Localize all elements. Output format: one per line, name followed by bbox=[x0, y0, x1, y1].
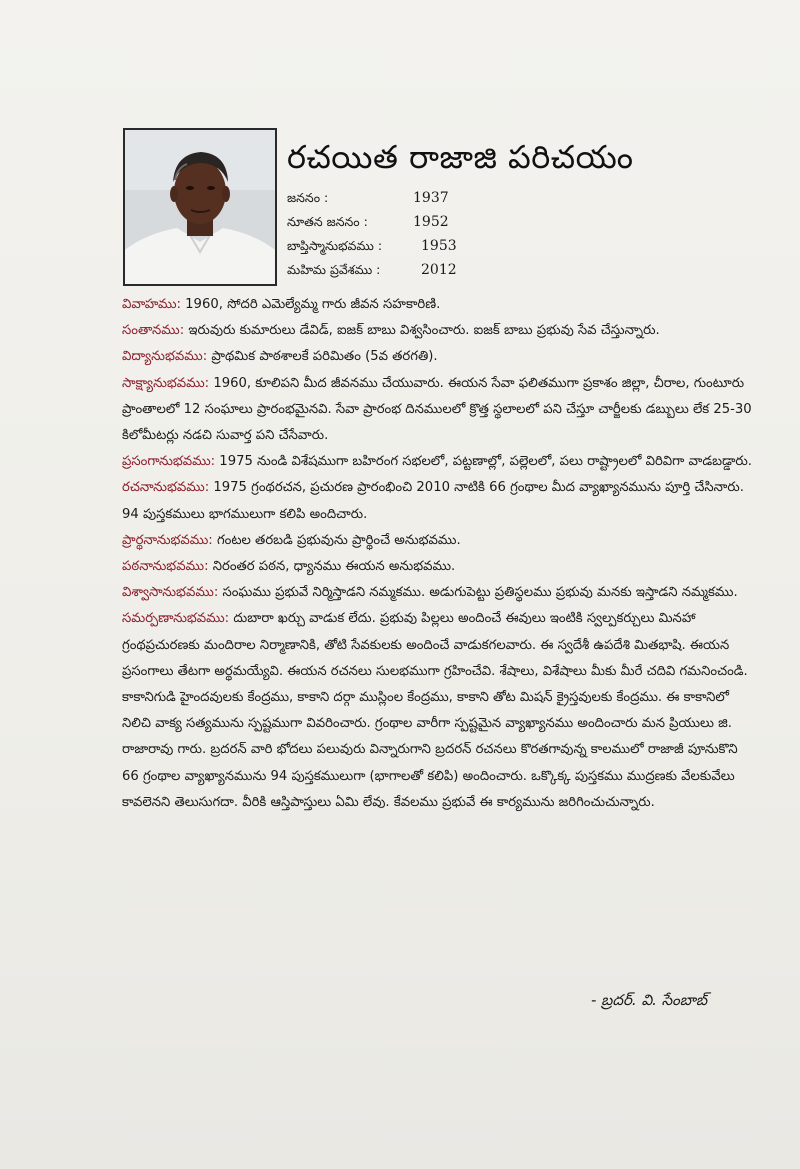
paragraph-preaching bbox=[122, 449, 757, 475]
fact-value: 1953 bbox=[421, 238, 457, 254]
paragraph-marriage bbox=[122, 292, 757, 318]
paragraph-label: రచనానుభవము: bbox=[122, 480, 210, 496]
paragraph-education bbox=[122, 344, 757, 370]
paragraph-text: గంటల తరబడి ప్రభువును ప్రార్థించే అనుభవము. bbox=[212, 532, 461, 548]
biography-body bbox=[122, 292, 757, 816]
paragraph-text: ప్రాథమిక పాఠశాలకే పరిమితం (5వ తరగతి). bbox=[207, 349, 438, 365]
author-photo bbox=[123, 128, 277, 286]
paragraph-label: వివాహము: bbox=[122, 297, 181, 312]
fact-value: 2012 bbox=[421, 262, 457, 278]
paragraph-prayer bbox=[122, 528, 757, 554]
paragraph-text: ఇరువురు కుమారులు డేవిడ్, ఐజక్ బాబు విశ్వసించారు. ఐజక్ బాబు ప్రభువు సేవ చేస్తున్నారు. bbox=[184, 323, 660, 339]
paragraph-label: సంతానము: bbox=[122, 323, 185, 339]
paragraph-label: విద్యానుభవము: bbox=[122, 349, 208, 365]
paragraph-label: విశ్వాసానుభవము: bbox=[122, 585, 219, 601]
paragraph-text: 1975 గ్రంథరచన, ప్రచురణ ప్రారంభించి 2010 నాటికి 66 గ్రంథాల మీద వ్యాఖ్యానమును పూర్తి చేసినారు. 94 పుస్తకములు భాగములుగా కలిపి అందిచారు. bbox=[122, 480, 744, 522]
fact-value: 1937 bbox=[413, 190, 449, 206]
paragraph-text: నిరంతర పఠన, ధ్యానము ఈయన అనుభవము. bbox=[208, 559, 456, 575]
paragraph-reading bbox=[122, 554, 757, 580]
paragraph-text: దుబారా ఖర్చు వాడుక లేదు. ప్రభువు పిల్లలు అందించే ఈవులు ఇంటికి స్వల్పకర్చులు మినహా గ్రంథప్రచురణకు మందిరాల నిర్మాణానికి, తోటి సేవకులకు అందించే వాడుకగలవారు. ఈ స్వదేశీ ఉపదేశి మితభాషి. ఈయన ప్రసంగాలు తేటగా అర్థమయ్యేవి. ఈయన రచనలు సులభముగా గ్రహించేవి. శేషాలు, విశేషాలు మీకు మీరే చదివి గమనించండి. కాకానిగుడి హైందవులకు కేంద్రము, కాకాని దర్గా ముస్లింల కేంద్రము, కాకాని తోట మిషన్ క్రైస్తవులకు కేంద్రము. ఈ కాకానిలో నిలిచి వాక్య సత్యమును స్పష్టముగా వివరించారు. గ్రంథాల వారీగా స్పష్టమైన వ్యాఖ్యానము అందించారు మన ప్రియులు జి. రాజారావు గారు. బ్రదరన్ వారి భోదలు పలువురు విన్నారుగాని బ్రదరన్ రచనలు కొరతగావున్న కాలములో రాజాజీ పూనుకొని 66 గ్రంథాల వ్యాఖ్యానమును 94 పుస్తకములుగా (భాగాలతో కలిపి) అందించారు. ఒక్కొక్క పుస్తకము ముద్రణకు వేలకువేలు కావలెనని తెలుసుగదా. వీరికి ఆస్తిపాస్తులు ఏమి లేవు. కేవలము ప్రభువే ఈ కార్యమును జరిగించుచున్నారు. bbox=[122, 611, 748, 810]
paragraph-label: ప్రార్థనానుభవము: bbox=[122, 532, 213, 548]
fact-value: 1952 bbox=[413, 214, 449, 230]
paragraph-text: 1960, సోదరి ఎమెల్యేమ్మ గారు జీవన సహకారిణి. bbox=[180, 297, 441, 312]
paragraph-text: 1960, కూలిపని మీద జీవనము చేయువారు. ఈయన సేవా ఫలితముగా ప్రకాశం జిల్లా, చీరాల, గుంటూరు ప్రాంతాలలో 12 సంఘాలు ప్రారంభమైనవి. సేవా ప్రారంభ దినములలో క్రొత్త స్థలాలలో పని చేస్తూ చార్జీలకు డబ్బులు లేక 25-30 కిలోమీటర్లు నడచి సువార్త పని చేసేవారు. bbox=[122, 375, 752, 444]
fact-label: బాప్తిస్మానుభవము : bbox=[287, 238, 383, 253]
author-signature: - బ్రదర్. వి. సేంబాబ్ bbox=[591, 991, 708, 1009]
paragraph-label: సాక్ష్యానుభవము: bbox=[122, 375, 210, 391]
fact-label: మహిమ ప్రవేశము : bbox=[287, 262, 381, 277]
paragraph-faith bbox=[122, 580, 757, 606]
paragraph-children bbox=[122, 318, 757, 344]
paragraph-testimony bbox=[122, 371, 757, 450]
paragraph-label: ప్రసంగానుభవము: bbox=[122, 454, 216, 470]
page-title: రచయిత రాజాజి పరిచయం bbox=[287, 138, 634, 176]
fact-label: నూతన జననం : bbox=[287, 214, 368, 229]
paragraph-text: సంఘము ప్రభువే నిర్మిస్తాడని నమ్మకము. అడుగుపెట్టు ప్రతిస్థలము ప్రభువు మనకు ఇస్తాడని నమ్మకము. bbox=[218, 585, 738, 601]
paragraph-label: సమర్పణానుభవము: bbox=[122, 611, 230, 627]
paragraph-label: పఠనానుభవము: bbox=[122, 559, 209, 575]
fact-label: జననం : bbox=[287, 190, 329, 205]
paragraph-text: 1975 నుండి విశేషముగా బహిరంగ సభలలో, పట్టణాల్లో, పల్లెలలో, పలు రాష్ట్రాలలో విరివిగా వాడబడ్డారు. bbox=[215, 454, 752, 470]
paragraph-writing bbox=[122, 475, 757, 527]
paragraph-dedication bbox=[122, 606, 757, 816]
